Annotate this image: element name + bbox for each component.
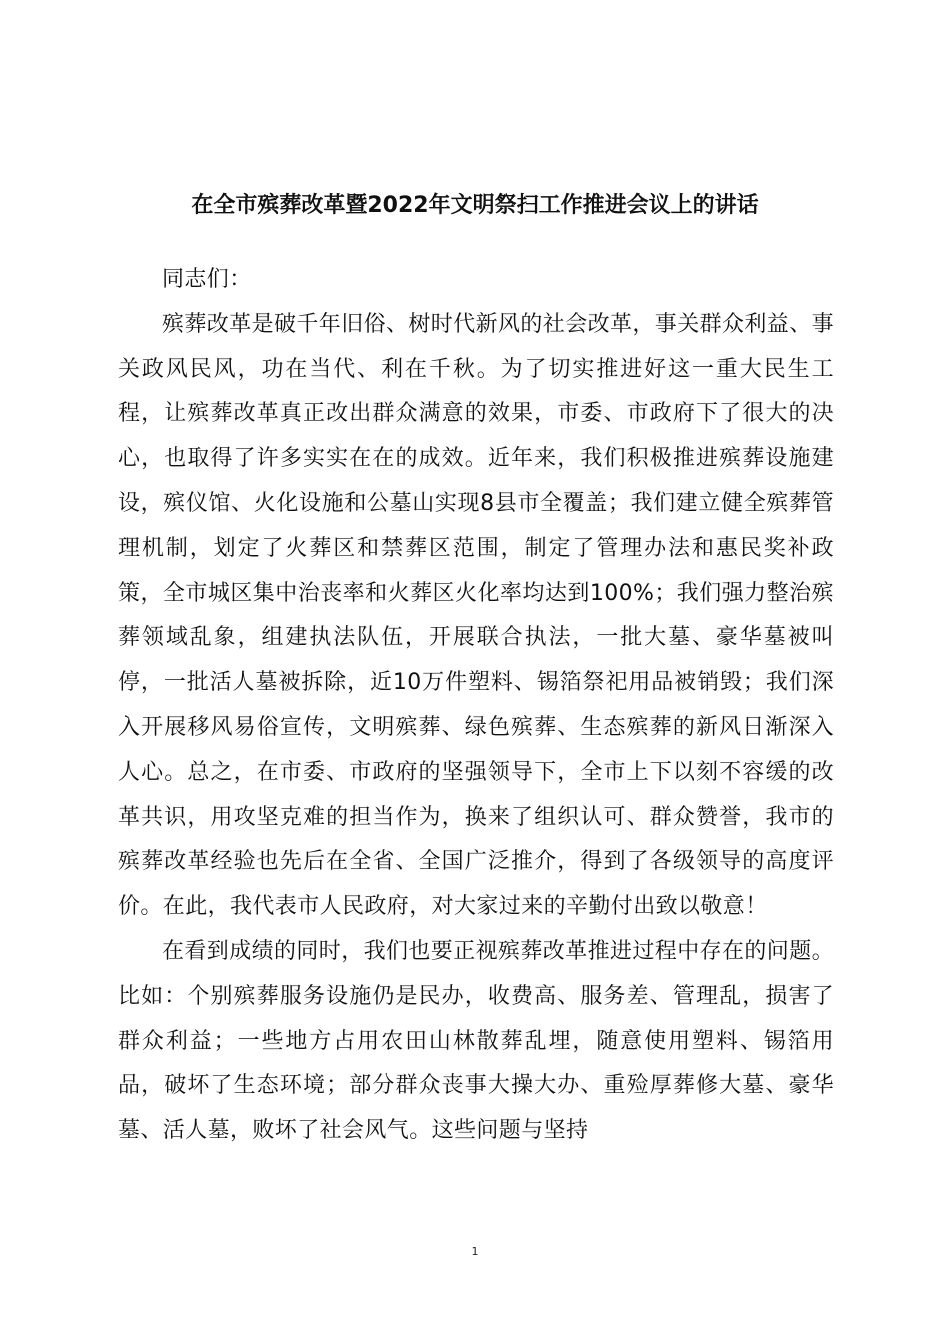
paragraph-problems: 在看到成绩的同时，我们也要正视殡葬改革推进过程中存在的问题。比如：个别殡葬服务设施仍是民办，收费高、服务差、管理乱，损害了群众利益；一些地方占用农田山林散葬乱埋，随意使用塑料、锡箔用品，破坏了生态环境；部分群众丧事大操大办、重殓厚葬修大墓、豪华墓、活人墓，败坏了社会风气。这些问题与坚持 — [118, 938, 835, 1144]
salutation: 同志们： — [162, 267, 252, 292]
document-title: 在全市殡葬改革暨2022年文明祭扫工作推进会议上的讲话 — [191, 193, 759, 218]
page-number: 1 — [471, 1245, 479, 1258]
paragraph-achievements: 殡葬改革是破千年旧俗、树时代新风的社会改革，事关群众利益、事关政风民风，功在当代、利在千秋。为了切实推进好这一重大民生工程，让殡葬改革真正改出群众满意的效果，市委、市政府下了很大的决心，也取得了许多实实在在的成效。近年来，我们积极推进殡葬设施建设，殡仪馆、火化设施和公墓山实现8县市全覆盖；我们建立健全殡葬管理机制，划定了火葬区和禁葬区范围，制定了管理办法和惠民奖补政策，全市城区集中治丧率和火葬区火化率均达到100%；我们强力整治殡葬领域乱象，组建执法队伍，开展联合执法，一批大墓、豪华墓被叫停，一批活人墓被拆除，近10万件塑料、锡箔祭祀用品被销毁；我们深入开展移风易俗宣传，文明殡葬、绿色殡葬、生态殡葬的新风日渐深入人心。总之，在市委、市政府的坚强领导下，全市上下以刻不容缓的改革共识，用攻坚克难的担当作为，换来了组织认可、群众赞誉，我市的殡葬改革经验也先后在全省、全国广泛推介，得到了各级领导的高度评价。在此，我代表市人民政府，对大家过来的辛勤付出致以敬意！ — [118, 311, 835, 920]
document-body — [118, 258, 834, 1154]
